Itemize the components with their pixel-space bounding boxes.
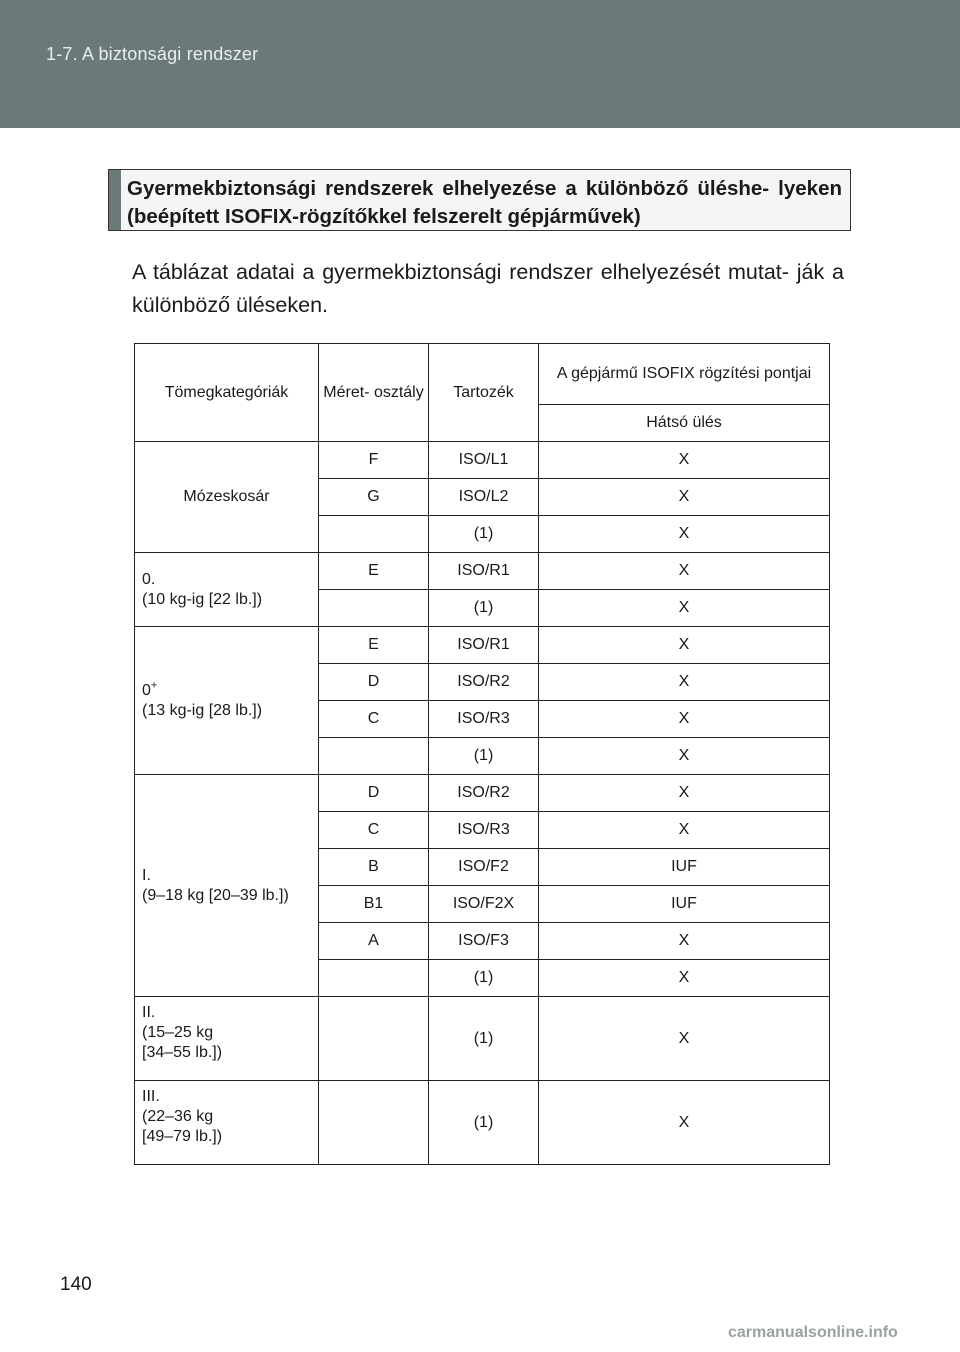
category-label: II. [142,1004,156,1021]
fixture-cell: ISO/R3 [429,812,539,849]
fixture-cell: (1) [429,997,539,1081]
size-cell [319,960,429,997]
page-number: 140 [60,1274,92,1295]
fixture-cell: ISO/L2 [429,479,539,516]
category-weight: (22–36 kg [142,1108,214,1125]
category-cell [135,627,319,775]
rear-seat-cell: IUF [539,886,830,923]
rear-seat-cell: X [539,997,830,1081]
header-band [0,0,960,128]
category-weight-lb: [34–55 lb.]) [142,1044,223,1061]
size-cell: D [319,664,429,701]
fixture-cell: ISO/R1 [429,627,539,664]
category-cell [135,1081,319,1165]
fixture-cell: ISO/F3 [429,923,539,960]
fixture-cell: ISO/F2 [429,849,539,886]
rear-seat-cell: X [539,479,830,516]
rear-seat-cell: X [539,775,830,812]
rear-seat-cell: X [539,590,830,627]
section-heading: Gyermekbiztonsági rendszerek elhelyezése a különböző üléshe- lyeken (beépített ISOFIX-rögzítőkkel felszerelt gépjárművek) [127,177,842,228]
size-cell: A [319,923,429,960]
category-cell [135,775,319,997]
category-cell [135,553,319,627]
category-weight: (10 kg-ig [22 lb.]) [142,590,263,608]
category-superscript: + [150,679,158,692]
rear-seat-cell: X [539,923,830,960]
header-rear-seat: Hátsó ülés [539,405,830,442]
header-isofix-points: A gépjármű ISOFIX rögzítési pontjai [539,344,830,405]
category-cell [135,997,319,1081]
size-cell: B [319,849,429,886]
size-cell: E [319,553,429,590]
category-weight: (13 kg-ig [28 lb.]) [142,701,263,719]
rear-seat-cell: X [539,627,830,664]
rear-seat-cell: X [539,701,830,738]
category-weight: (15–25 kg [142,1024,214,1041]
size-cell: F [319,442,429,479]
size-cell: C [319,812,429,849]
fixture-cell: (1) [429,960,539,997]
fixture-cell: ISO/R1 [429,553,539,590]
size-cell: B1 [319,886,429,923]
rear-seat-cell: X [539,738,830,775]
category-cell [135,442,319,553]
fixture-cell: ISO/L1 [429,442,539,479]
rear-seat-cell: X [539,516,830,553]
category-label: III. [142,1088,160,1105]
size-cell [319,1081,429,1165]
section-title: 1-7. A biztonsági rendszer [46,44,259,64]
watermark: carmanualsonline.info [728,1324,898,1341]
rear-seat-cell: X [539,664,830,701]
category-label: Mózeskosár [183,488,270,505]
size-cell [319,516,429,553]
size-cell [319,738,429,775]
size-cell [319,997,429,1081]
rear-seat-cell: X [539,960,830,997]
fixture-cell: ISO/R2 [429,664,539,701]
heading-accent-bar [109,170,121,230]
size-cell: C [319,701,429,738]
category-label: 0 [142,681,151,699]
rear-seat-cell: X [539,1081,830,1165]
category-label: I. [142,866,151,884]
fixture-cell: ISO/R3 [429,701,539,738]
header-mass-category: Tömegkategóriák [135,344,319,442]
header-fixture: Tartozék [429,344,539,442]
category-weight-lb: [49–79 lb.]) [142,1128,223,1145]
size-cell: G [319,479,429,516]
intro-paragraph: A táblázat adatai a gyermekbiztonsági rendszer elhelyezését mutat- ják a különböző üléseken. [132,260,844,317]
rear-seat-cell: X [539,553,830,590]
fixture-cell: (1) [429,738,539,775]
fixture-cell: (1) [429,590,539,627]
rear-seat-cell: IUF [539,849,830,886]
category-label: 0. [142,570,156,588]
category-weight: (9–18 kg [20–39 lb.]) [142,886,289,904]
fixture-cell: (1) [429,1081,539,1165]
header-size-class: Méret- osztály [319,344,429,442]
fixture-cell: (1) [429,516,539,553]
size-cell [319,590,429,627]
size-cell: E [319,627,429,664]
section-heading-box [108,169,851,231]
rear-seat-cell: X [539,442,830,479]
size-cell: D [319,775,429,812]
fixture-cell: ISO/F2X [429,886,539,923]
isofix-table [134,343,830,1165]
fixture-cell: ISO/R2 [429,775,539,812]
rear-seat-cell: X [539,812,830,849]
